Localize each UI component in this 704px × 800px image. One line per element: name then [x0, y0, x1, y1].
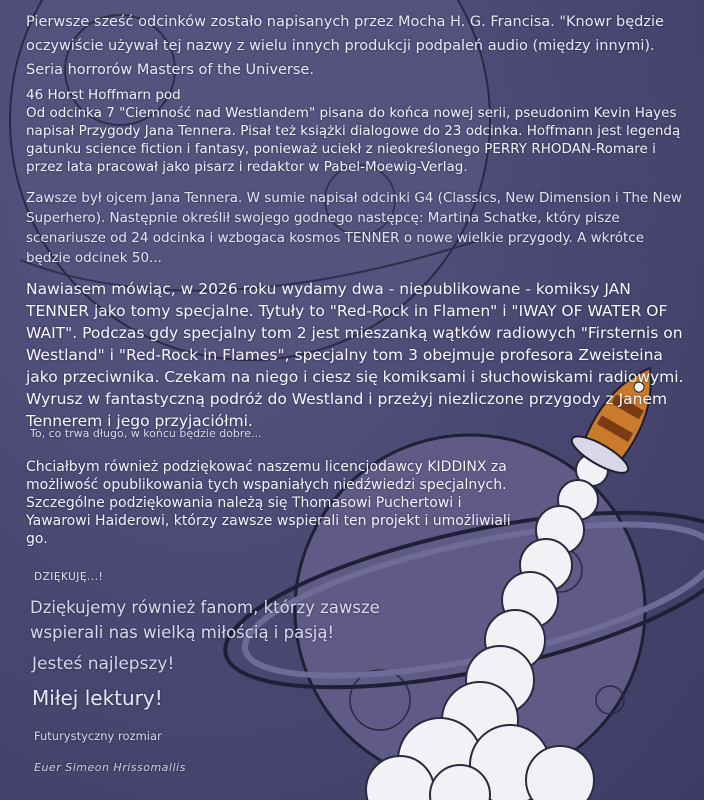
fans-thanks-paragraph: Dziękujemy również fanom, którzy zawsze wspierali nas wielką miłością i pasją!: [30, 598, 380, 642]
intro-paragraph: Pierwsze sześć odcinków zostało napisanych przez Mocha H. G. Francisa. "Knowr będzie oczywiście używał tej nazwy z wielu innych produkcji podpaleń audio (między innymi). Seria horrorów Masters of the Universe.: [26, 14, 664, 78]
lasting-line: To, co trwa długo, w końcu będzie dobre...: [30, 427, 262, 440]
licensee-thanks-paragraph: Chciałbym również podziękować naszemu licencjodawcy KIDDINX za możliwość opublikowania tych wspaniałych niedźwiedzi specjalnych. Szczególne podziękowania należą się Thomasowi Puchertowi i Yawarowi Haiderowi, którzy zawsze wspierali ten projekt i umożliwiali go.: [26, 459, 511, 547]
signature: Euer Simeon Hrissomallis: [34, 761, 186, 774]
hoffmann-paragraph: Od odcinka 7 "Ciemność nad Westlandem" pisana do końca nowej serii, pseudonim Kevin Hayes napisał Przygody Jana Tennera. Pisał też książki dialogowe do 23 odcinka. Hoffmann jest legendą gatunku science fiction i fantasy, ponieważ uciekł z nieokreślonego PERRY RHODAN-Romare i przez lata pracował jako pisarz i redaktor w Pabel-Moewig-Verlag.: [26, 105, 681, 175]
best-line: Jesteś najlepszy!: [32, 654, 175, 674]
futuristic-line: Futurystyczny rozmiar: [34, 729, 162, 743]
enjoy-line: Miłej lektury!: [32, 686, 163, 710]
hoffmann-heading: 46 Horst Hoffmarn pod: [26, 87, 181, 103]
comics-paragraph: Nawiasem mówiąc, w 2026 roku wydamy dwa - niepublikowane - komiksy JAN TENNER jako tomy specjalne. Tytuły to "Red-Rock in Flamen" i "IWAY OF WATER OF WAIT". Podczas gdy specjalny tom 2 jest mieszanką wątków radiowych "Firsternis on Westland" i "Red-Rock in Flames", specjalny tom 3 obejmuje profesora Zweisteina jako przeciwnika. Czekam na niego i ciesz się komiksami i słuchowiskami radiowymi. Wyrusz w fantastyczną podróż do Westland i przeżyj niezliczone przygody z Janem Tennerem i jego przyjaciółmi.: [26, 280, 684, 430]
thank-you-line: DZIĘKUJĘ...!: [34, 571, 104, 583]
father-paragraph: Zawsze był ojcem Jana Tennera. W sumie napisał odcinki G4 (Classics, New Dimension i The New Superhero). Następnie określił swojego godnego następcę: Martina Schatke, który pisze scenariusze od 24 odcinka i wzbogaca kosmos TENNER o nowe wielkie przygody. A wkrótce będzie odcinek 50...: [26, 190, 682, 266]
